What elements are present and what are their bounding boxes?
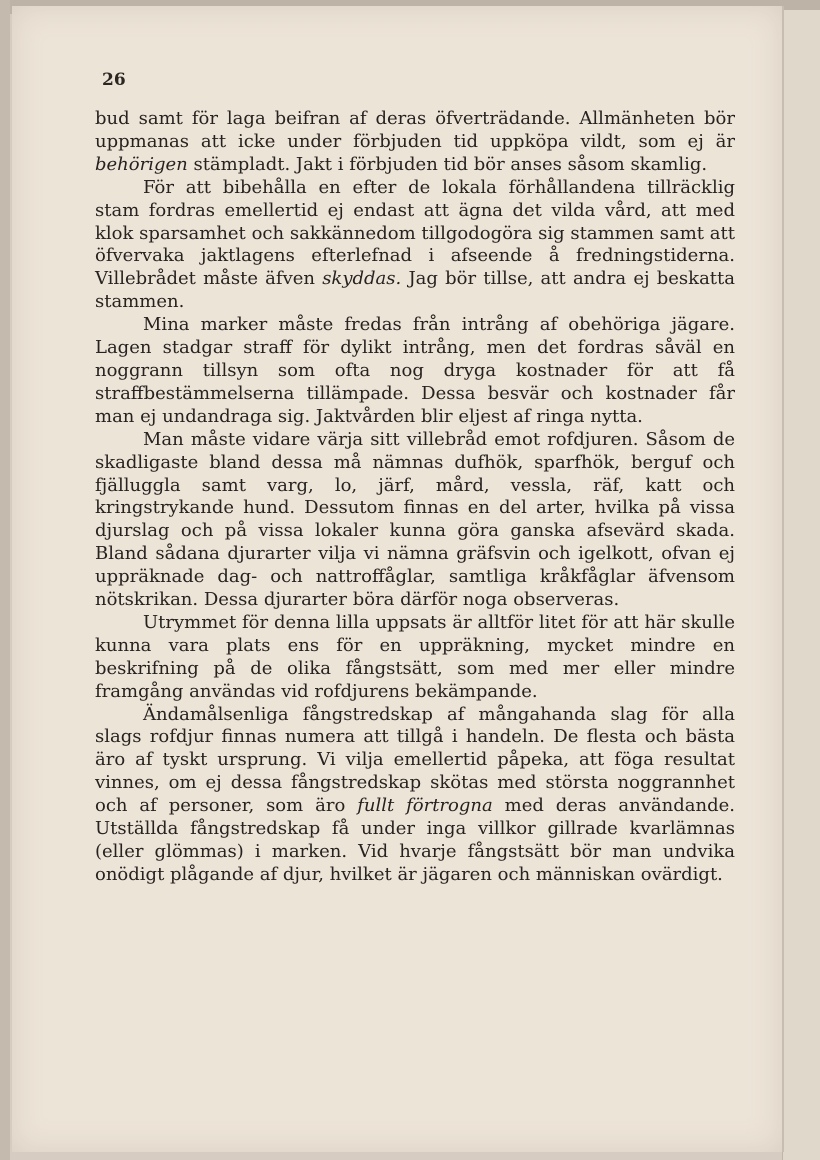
text-run: För att bibehålla en efter de lokala förhållandena tillräcklig stam fordras emellertid ej endast att ägna det vilda vård, att med klok sparsamhet och sakkännedom tillgodogöra sig stammen samt att öfvervaka jaktlagens efterlefnad i afseende å fredningstiderna. Villebrådet måste äfven (95, 176, 735, 290)
text-run: stämpladt. Jakt i förbjuden tid bör anses såsom skamlig. (187, 153, 708, 175)
paragraph (95, 177, 735, 314)
text-run: Mina marker måste fredas från intrång af obehöriga jägare. Lagen stadgar straff för dylikt intrång, men det fordras såväl en noggrann tillsyn som ofta nog dryga kostnader för att få straffbestämmelserna tillämpade. Dessa besvär och kostnader får man ej undandraga sig. Jaktvården blir eljest af ringa nytta. (95, 314, 735, 427)
italic-text-run: fullt förtrogna (357, 795, 493, 817)
text-run: med deras användande. Utställda fångstredskap få under inga villkor gillrade kvarlämnas (eller glömmas) i marken. Vid hvarje fångstsätt bör man undvika onödigt plågande af djur, hvilket är jägaren och människan ovärdigt. (95, 795, 735, 885)
text-run: Utrymmet för denna lilla uppsats är alltför litet för att här skulle kunna vara plats ens för en uppräkning, mycket mindre en beskrifning på de olika fångstsätt, som med mer eller mindre framgång användas vid rofdjurens bekämpande. (95, 611, 735, 702)
paragraph (95, 429, 735, 612)
italic-text-run: skyddas. (322, 268, 402, 290)
text-run: Ändamålsenliga fångstredskap af mångahanda slag för alla slags rofdjur finnas numera att tillgå i handeln. De flesta och bästa äro af tyskt ursprung. Vi vilja emellertid påpeka, att föga resultat vinnes, om ej dessa fångstredskap skötas med största noggrannhet och af personer, som äro (95, 703, 735, 817)
paragraph (95, 314, 735, 429)
left-binding-edge (0, 0, 10, 1160)
paragraph (95, 704, 735, 887)
paragraph (95, 612, 735, 704)
facing-page-edge (782, 10, 820, 1160)
text-run: Man måste vidare värja sitt villebråd emot rofdjuren. Såsom de skadligaste bland dessa må nämnas dufhök, sparfhök, berguf och fjälluggla samt varg, lo, järf, mård, vessla, räf, katt och kringstrykande hund. Dessutom finnas en del arter, hvilka på vissa djurslag och på vissa lokaler kunna göra ganska afsevärd skada. Bland sådana djurarter vilja vi nämna gräfsvin och igelkott, ofvan ej uppräknade dag- och nattroffåglar, samtliga kråkfåglar äfvensom nötskrikan. Dessa djurarter böra därför noga observeras. (95, 428, 735, 611)
text-run: bud samt för laga beifran af deras öfverträdande. Allmänheten bör uppmanas att icke under förbjuden tid uppköpa vildt, som ej är (95, 108, 735, 152)
italic-text-run: behörigen (95, 153, 188, 175)
paragraph (95, 108, 735, 177)
page-number: 26 (102, 70, 126, 90)
page-body-text (95, 108, 735, 887)
text-run: Jag bör tillse, att andra ej beskatta stammen. (95, 268, 735, 313)
